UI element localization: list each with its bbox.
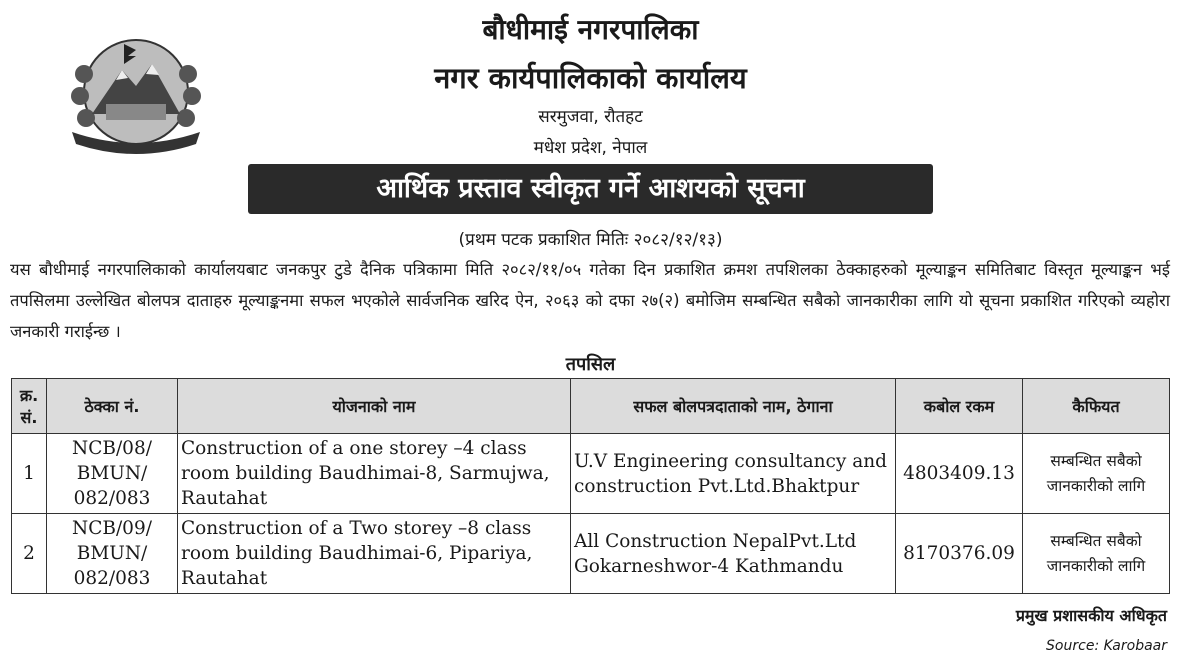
schedule-heading: तपसिल [565,354,616,375]
amount-cell: 8170376.09 [896,514,1023,594]
header-serial: क्र. सं. [12,379,47,434]
bidder-cell: All Construction NepalPvt.Ltd Gokarneshwor-4 Kathmandu [571,514,896,594]
header-bidder: सफल बोलपत्रदाताको नाम, ठेगाना [571,379,896,434]
address-line-2: मधेश प्रदेश, नेपाल [533,138,648,158]
notice-body: यस बौधीमाई नगरपालिकाको कार्यालयबाट जनकपुर टुडे दैनिक पत्रिकामा मिति २०८२/११/०५ गतेका दिन प्रकाशित क्रमश तपशिलका ठेक्काहरुको मूल्याङ्कन समितिबाट विस्तृत मूल्याङ्कन भई तपसिलमा उल्लेखित बोलपत्र दाताहरु मूल्याङ्कनमा सफल भएकोले सार्वजनिक खरिद ऐन, २०६३ को दफा २७(२) बमोजिम सम्बन्धित सबैको जानकारीका लागि यो सूचना प्रकाशित गरिएको व्यहोरा जनकारी गराईन्छ । [10,260,1170,341]
table-row [12,514,1170,594]
notice-title-banner: आर्थिक प्रस्ताव स्वीकृत गर्ने आशयको सूचना [248,164,933,214]
project-cell: Construction of a one storey –4 class room building Baudhimai-8, Sarmujwa, Rautahat [178,434,571,514]
serial-cell: 2 [12,514,47,594]
bid-results-table [11,378,1170,594]
address-line-1: सरमुजवा, रौतहट [538,107,643,127]
table-row [12,434,1170,514]
office-name: नगर कार्यपालिकाको कार्यालय [434,61,747,95]
source-credit: Source: Karobaar [1046,638,1167,654]
municipality-name: बौधीमाई नगरपालिका [482,13,699,46]
publish-date: (प्रथम पटक प्रकाशित मितिः २०८२/१२/१३) [458,230,723,250]
header-amount: कबोल रकम [896,379,1023,434]
bidder-cell: U.V Engineering consultancy and construction Pvt.Ltd.Bhaktpur [571,434,896,514]
project-cell: Construction of a Two storey –8 class room building Baudhimai-6, Pipariya, Rautahat [178,514,571,594]
serial-cell: 1 [12,434,47,514]
remarks-cell: सम्बन्धित सबैको जानकारीको लागि [1023,434,1170,514]
table-header-row [12,379,1170,434]
amount-cell: 4803409.13 [896,434,1023,514]
signatory-title: प्रमुख प्रशासकीय अधिकृत [1015,606,1167,625]
header-project-name: योजनाको नाम [178,379,571,434]
header-remarks: कैफियत [1023,379,1170,434]
header-contract-no: ठेक्का नं. [47,379,178,434]
contract-no-cell: NCB/09/ BMUN/ 082/083 [47,514,178,594]
remarks-cell: सम्बन्धित सबैको जानकारीको लागि [1023,514,1170,594]
contract-no-cell: NCB/08/ BMUN/ 082/083 [47,434,178,514]
